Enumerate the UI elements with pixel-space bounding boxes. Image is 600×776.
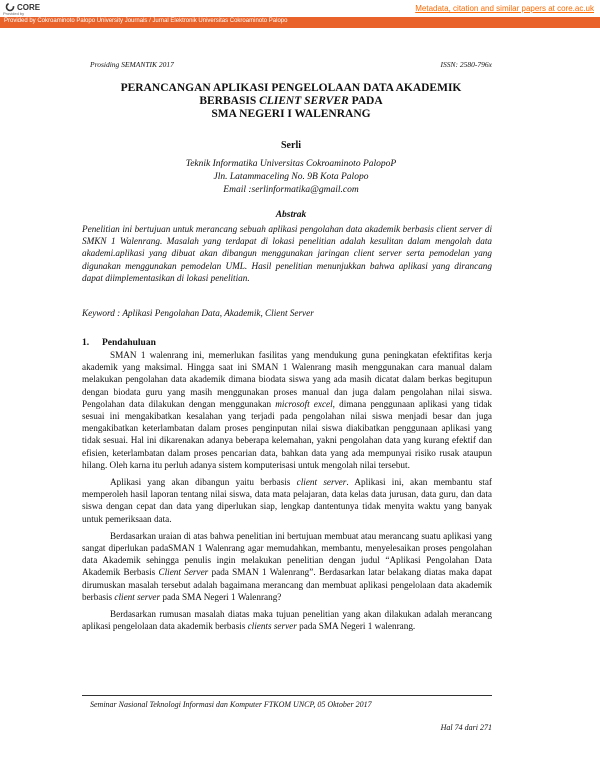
paragraph-3: Berdasarkan uraian di atas bahwa penelitian ini bertujuan membuat atau merancang suatu aplikasi yang sangat diperlukan padaSMAN 1 Walenrang agar memudahkan, membantu, menyelesaikan proses pengolahan data Akademik sehingga penulis ingin melakukan penelitian dengan judul “Aplikasi Pengolahan Data Akademik Berbasis Client Server pada SMAN 1 Walenrang”. Berdasarkan latar belakang diatas maka dapat dirumuskan masalah tersebut adalah bagaimana merancang dan membuat aplikasi pengelolaan data akademik berbasis client server pada SMA Negeri 1 Walenrang? bbox=[82, 530, 493, 602]
paper-title bbox=[90, 82, 492, 121]
footer-divider bbox=[82, 695, 492, 696]
running-head-left: Prosiding SEMANTIK 2017 bbox=[90, 60, 174, 69]
paragraph-4: Berdasarkan rumusan masalah diatas maka tujuan penelitian yang akan dilakukan adalah merancang aplikasi pengelolaan data akademik berbasis clients server pada SMA Negeri 1 walenrang. bbox=[82, 609, 492, 632]
paragraph-1: SMAN 1 walenrang ini, memerlukan fasilitas yang mendukung guna peningkatan efektifitas kerja akademik yang maksimal. Hingga saat ini SMAN 1 Walenrang masih menggunakan cara manual dalam melakukan pengolahan data akademik dimana biodata siswa yang ada masih dicatat dalam berkas begitupun dengan biodata guru yang masih menggunakan proses manual dan juga dalam pengolahan nilai siswa. Pengolahan data dilakukan dengan menggunakan microsoft excel, dimana penggunaan aplikasi yang tidak sesuai ini mengakibatkan kesalahan yang terjadi pada pengolahan nilai siswa menjadi besar dan juga mengakibatkan keterlambatan dalam proses penginputan nilai siswa diakibatkan penggunaan aplikasi yang tidak sesuai. Hal ini dikarenakan adanya beberapa kelemahan, yakni pengolahan data yang kurang efektif dan efisien, keterlambatan dalam proses pencarian data, bahkan data yang ada mempunyai risiko rusak ataupun hilang. Oleh karna itu perluh adanya sistem komputerisasi untuk mengolah nilai tersebut. bbox=[82, 350, 492, 470]
provider-text: Provided by Cokroaminoto Palopo University Journals / Jurnal Elektronik Universitas Cokroaminoto Palopo bbox=[4, 18, 288, 24]
author-name: Serli bbox=[281, 140, 301, 151]
author-affiliation bbox=[90, 158, 492, 197]
paragraph-2: Aplikasi yang akan dibangun yaitu berbasis client server. Aplikasi ini, akan membantu staf memperoleh hasil laporan tentang nilai siswa, data mata pelajaran, data kelas data jurusan, data guru, dan data siswa dengan cepat dan data yang diperlukan siap, lengkap dantentunya tidak menyita waktu yang banyak untuk pemeriksaan data. bbox=[82, 477, 492, 524]
affiliation-line: Teknik Informatika Universitas Cokroaminoto PalopoP bbox=[185, 159, 397, 169]
core-provided-label: Provided by bbox=[3, 11, 25, 16]
section-body bbox=[82, 349, 492, 637]
section-title: Pendahuluan bbox=[102, 338, 156, 348]
title-line-2: BERBASIS CLIENT SERVER PADA bbox=[199, 95, 383, 107]
abstract-text: Penelitian ini bertujuan untuk merancang sebuah aplikasi pengolahan data akademik berbasis client server di SMKN 1 Walenrang. Masalah yang terdapat di lokasi penelitian adalah kesulitan dalam mengolah data akademi.aplikasi yang dibuat akan dibangun menggunakan jaringan client server serta pemodelan yang digunakan menggunakan pemodelan UML. Hasil penelitian menunjukkan bahwa aplikasi yang dirancang dapat diimplementasikan di lokasi penelitian. bbox=[82, 224, 492, 283]
section-heading bbox=[82, 338, 156, 348]
footer-conference: Seminar Nasional Teknologi Informasi dan Komputer FTKOM UNCP, 05 Oktober 2017 bbox=[90, 700, 372, 709]
section-number: 1. bbox=[82, 338, 90, 348]
title-line-3: SMA NEGERI I WALENRANG bbox=[211, 108, 371, 120]
keywords: Keyword : Aplikasi Pengolahan Data, Akademik, Client Server bbox=[82, 308, 314, 318]
core-metadata-link[interactable]: Metadata, citation and similar papers at core.ac.uk bbox=[415, 4, 594, 13]
running-head-right: ISSN: 2580-796x bbox=[440, 60, 492, 69]
title-line-1: PERANCANGAN APLIKASI PENGELOLAAN DATA AKADEMIK bbox=[120, 82, 462, 94]
core-logo-text: CORE bbox=[17, 2, 41, 12]
provider-banner[interactable] bbox=[0, 17, 600, 28]
page-number: Hal 74 dari 271 bbox=[440, 723, 492, 732]
address-line: Jln. Latammaceling No. 9B Kota Palopo bbox=[213, 172, 369, 182]
core-header bbox=[0, 0, 600, 17]
email-line: Email :serlinformatika@gmail.com bbox=[223, 185, 359, 195]
abstract-heading: Abstrak bbox=[275, 210, 307, 220]
